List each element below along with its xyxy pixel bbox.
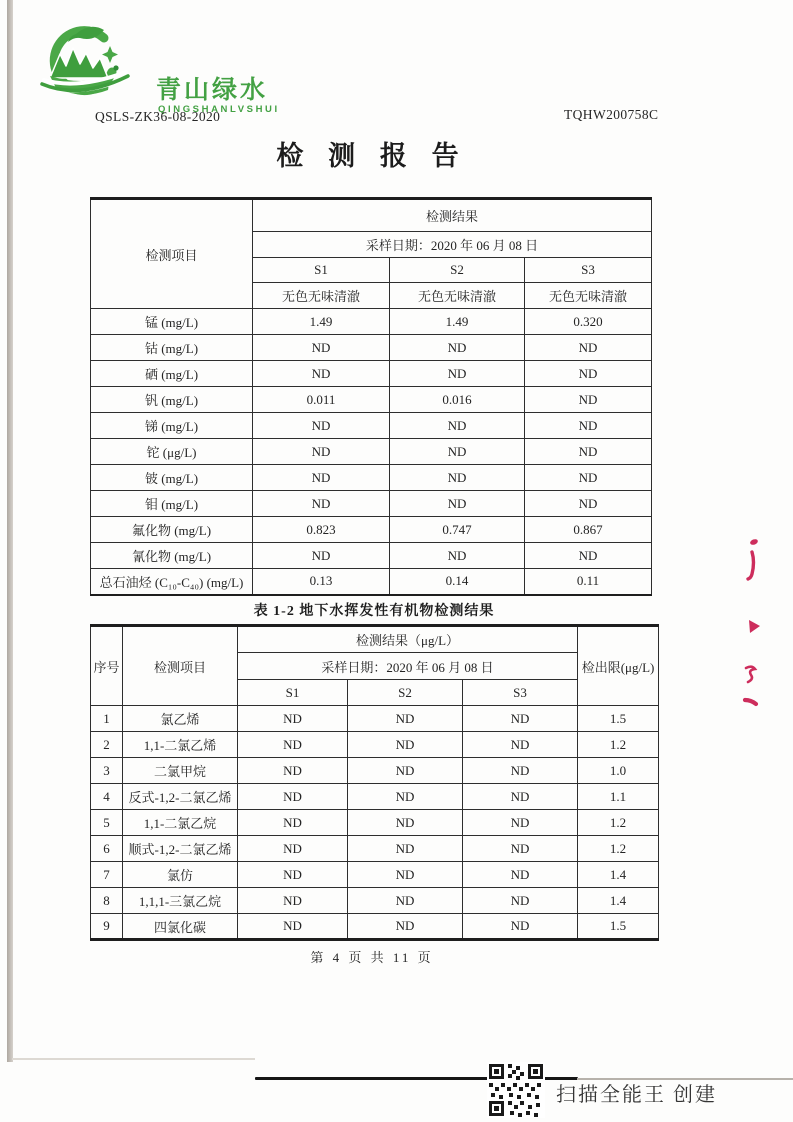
t1-appearance-s1: 无色无味清澈 bbox=[253, 283, 390, 309]
table-voc-results bbox=[90, 624, 659, 941]
table-cell: 9 bbox=[91, 914, 123, 940]
table-cell: 0.747 bbox=[390, 517, 525, 543]
table-cell: 0.016 bbox=[390, 387, 525, 413]
table-cell: 锑 (mg/L) bbox=[91, 413, 253, 439]
table-cell: ND bbox=[253, 491, 390, 517]
table-cell: 4 bbox=[91, 784, 123, 810]
table-cell: 5 bbox=[91, 810, 123, 836]
table-cell: ND bbox=[348, 836, 463, 862]
table-cell: 铍 (mg/L) bbox=[91, 465, 253, 491]
table-cell: ND bbox=[348, 810, 463, 836]
qr-code-icon bbox=[487, 1062, 545, 1118]
table-cell: 1 bbox=[91, 706, 123, 732]
document-code-right: TQHW200758C bbox=[564, 107, 659, 122]
table-cell: ND bbox=[525, 491, 652, 517]
table-cell: ND bbox=[253, 439, 390, 465]
t2-col-s1: S1 bbox=[238, 680, 348, 706]
table-cell: 反式-1,2-二氯乙烯 bbox=[123, 784, 238, 810]
t1-appearance-s3: 无色无味清澈 bbox=[525, 283, 652, 309]
t2-header-item: 检测项目 bbox=[123, 626, 238, 706]
table-cell: 1,1,1-三氯乙烷 bbox=[123, 888, 238, 914]
table-cell: 1.1 bbox=[578, 784, 659, 810]
table-cell: 氰化物 (mg/L) bbox=[91, 543, 253, 569]
table-cell: ND bbox=[390, 491, 525, 517]
table-cell: 1,1-二氯乙烷 bbox=[123, 810, 238, 836]
table-cell: ND bbox=[525, 361, 652, 387]
table-cell: 3 bbox=[91, 758, 123, 784]
table-row bbox=[91, 732, 659, 758]
table-cell: ND bbox=[390, 413, 525, 439]
table-cell: ND bbox=[348, 706, 463, 732]
table-cell: 0.011 bbox=[253, 387, 390, 413]
table-cell: ND bbox=[348, 758, 463, 784]
scan-page-edge-bottom-faint bbox=[12, 1058, 255, 1060]
table-cell: ND bbox=[348, 862, 463, 888]
table-cell: 锰 (mg/L) bbox=[91, 309, 253, 335]
table-cell: ND bbox=[525, 413, 652, 439]
t2-header-sample-date: 采样日期：2020 年 06 月 08 日 bbox=[238, 653, 578, 680]
table-cell: 1.2 bbox=[578, 732, 659, 758]
table-cell: 1.0 bbox=[578, 758, 659, 784]
table-cell: 2 bbox=[91, 732, 123, 758]
t2-col-s3: S3 bbox=[463, 680, 578, 706]
table-row bbox=[91, 784, 659, 810]
table-cell: 四氯化碳 bbox=[123, 914, 238, 940]
table-inorganic-results bbox=[90, 197, 652, 596]
table-cell: ND bbox=[390, 361, 525, 387]
table-cell: ND bbox=[525, 439, 652, 465]
table-cell: ND bbox=[348, 784, 463, 810]
table-cell: 二氯甲烷 bbox=[123, 758, 238, 784]
table-cell: 硒 (mg/L) bbox=[91, 361, 253, 387]
table-cell: 0.13 bbox=[253, 569, 390, 595]
table-cell: ND bbox=[463, 888, 578, 914]
table-cell: ND bbox=[253, 335, 390, 361]
table-row bbox=[91, 465, 652, 491]
table-cell: 0.320 bbox=[525, 309, 652, 335]
page-title: 检 测 报 告 bbox=[276, 141, 468, 171]
table-row bbox=[91, 491, 652, 517]
stamp-fragments-icon bbox=[733, 528, 793, 723]
table-cell: ND bbox=[390, 543, 525, 569]
table-cell: 6 bbox=[91, 836, 123, 862]
table-row bbox=[91, 361, 652, 387]
table-cell: 7 bbox=[91, 862, 123, 888]
table-row bbox=[91, 517, 652, 543]
table-cell: ND bbox=[463, 836, 578, 862]
table-cell: ND bbox=[463, 732, 578, 758]
table-cell: ND bbox=[238, 836, 348, 862]
table2-caption: 表 1-2 地下水挥发性有机物检测结果 bbox=[253, 604, 495, 619]
table-cell: ND bbox=[348, 732, 463, 758]
page-number: 第 4 页 共 11 页 bbox=[310, 950, 434, 965]
t2-header-detection-limit: 检出限(μg/L) bbox=[578, 626, 659, 706]
table-cell: 铊 (μg/L) bbox=[91, 439, 253, 465]
table-cell: ND bbox=[253, 543, 390, 569]
table-row bbox=[91, 914, 659, 940]
table-cell: 0.11 bbox=[525, 569, 652, 595]
table-cell: 0.823 bbox=[253, 517, 390, 543]
table-row bbox=[91, 309, 652, 335]
table-cell: 钴 (mg/L) bbox=[91, 335, 253, 361]
table-cell: 8 bbox=[91, 888, 123, 914]
table-cell: 1.5 bbox=[578, 706, 659, 732]
table-cell: ND bbox=[463, 862, 578, 888]
t1-col-s2: S2 bbox=[390, 258, 525, 283]
table-cell: ND bbox=[348, 888, 463, 914]
table-cell: ND bbox=[463, 706, 578, 732]
table-cell: ND bbox=[463, 914, 578, 940]
table-cell: ND bbox=[253, 465, 390, 491]
table-cell: 总石油烃 (C₁₀-C₄₀) (mg/L) bbox=[91, 569, 253, 595]
table-cell: 钒 (mg/L) bbox=[91, 387, 253, 413]
table-row bbox=[91, 439, 652, 465]
table-cell: 氟化物 (mg/L) bbox=[91, 517, 253, 543]
table-cell: ND bbox=[390, 439, 525, 465]
table-cell: 1.5 bbox=[578, 914, 659, 940]
table-cell: 0.867 bbox=[525, 517, 652, 543]
table-cell: 1.2 bbox=[578, 810, 659, 836]
table-cell: 1.49 bbox=[253, 309, 390, 335]
table-cell: ND bbox=[238, 758, 348, 784]
table-cell: ND bbox=[390, 465, 525, 491]
table-cell: ND bbox=[463, 810, 578, 836]
t2-col-s2: S2 bbox=[348, 680, 463, 706]
table-row bbox=[91, 888, 659, 914]
table-cell: 1.4 bbox=[578, 888, 659, 914]
table-row bbox=[91, 413, 652, 439]
table-cell: 1,1-二氯乙烯 bbox=[123, 732, 238, 758]
table-cell: ND bbox=[253, 413, 390, 439]
brand-name: 青山绿水 bbox=[156, 76, 269, 104]
brand-subtitle: QINGSHANLVSHUI bbox=[158, 104, 280, 115]
table-cell: ND bbox=[238, 914, 348, 940]
table-cell: ND bbox=[525, 465, 652, 491]
t1-header-sample-date: 采样日期：2020 年 06 月 08 日 bbox=[253, 232, 652, 258]
table-cell: ND bbox=[253, 361, 390, 387]
table-cell: ND bbox=[525, 335, 652, 361]
t1-col-s3: S3 bbox=[525, 258, 652, 283]
company-logo bbox=[38, 20, 338, 115]
camscanner-watermark-text: 扫描全能王 创建 bbox=[556, 1084, 717, 1106]
table-row bbox=[91, 810, 659, 836]
document-code-left: QSLS-ZK36-08-2020 bbox=[95, 109, 221, 124]
logo-emblem-icon bbox=[38, 20, 130, 108]
table-cell: ND bbox=[238, 784, 348, 810]
t1-appearance-s2: 无色无味清澈 bbox=[390, 283, 525, 309]
table-cell: ND bbox=[463, 758, 578, 784]
table-cell: ND bbox=[238, 706, 348, 732]
table-cell: 1.49 bbox=[390, 309, 525, 335]
table-cell: ND bbox=[238, 862, 348, 888]
t2-header-index: 序号 bbox=[91, 626, 123, 706]
table-cell: ND bbox=[525, 543, 652, 569]
table-cell: ND bbox=[238, 732, 348, 758]
table-cell: 钼 (mg/L) bbox=[91, 491, 253, 517]
table-cell: ND bbox=[525, 387, 652, 413]
table-cell: 氯仿 bbox=[123, 862, 238, 888]
table-cell: ND bbox=[348, 914, 463, 940]
table-row bbox=[91, 758, 659, 784]
t1-header-result: 检测结果 bbox=[253, 199, 652, 232]
table-row bbox=[91, 335, 652, 361]
table-cell: 氯乙烯 bbox=[123, 706, 238, 732]
table-cell: 顺式-1,2-二氯乙烯 bbox=[123, 836, 238, 862]
table-row bbox=[91, 862, 659, 888]
table-row bbox=[91, 387, 652, 413]
table-cell: ND bbox=[463, 784, 578, 810]
table-row bbox=[91, 543, 652, 569]
t1-col-s1: S1 bbox=[253, 258, 390, 283]
table-row bbox=[91, 706, 659, 732]
table-cell: 1.4 bbox=[578, 862, 659, 888]
table-cell: ND bbox=[390, 335, 525, 361]
table-row bbox=[91, 836, 659, 862]
table-cell: ND bbox=[238, 888, 348, 914]
t2-header-result: 检测结果（μg/L） bbox=[238, 626, 578, 653]
table-row bbox=[91, 569, 652, 595]
t1-header-item: 检测项目 bbox=[91, 199, 253, 309]
table-cell: ND bbox=[238, 810, 348, 836]
table-cell: 0.14 bbox=[390, 569, 525, 595]
table-cell: 1.2 bbox=[578, 836, 659, 862]
